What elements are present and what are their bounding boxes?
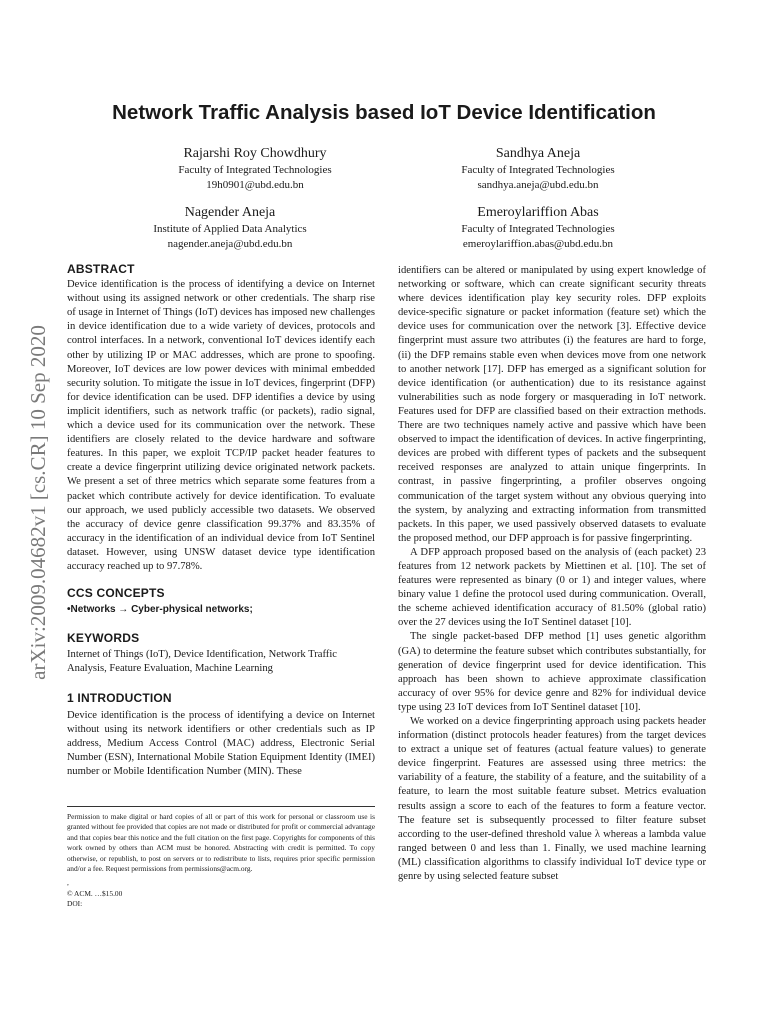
author-block-1 <box>125 144 385 193</box>
introduction-text: Device identification is the process of identifying a device on Internet without using its network identifiers or other credentials such as IP address, Medium Access Control (MAC) address, Electronic Serial Number (ESN), International Mobile Station Equipment Identity (IMEI) number or Mobile Identification Number (MIN). These <box>67 709 375 777</box>
ccs-heading: CCS CONCEPTS <box>67 586 165 601</box>
copyright-line: © ACM. …$15.00 <box>67 888 123 898</box>
author-email[interactable]: sandhya.aneja@ubd.edu.bn <box>477 179 599 191</box>
footnote-divider <box>67 806 375 807</box>
introduction-heading: 1 INTRODUCTION <box>67 690 172 705</box>
permission-notice: Permission to make digital or hard copies of all or part of this work for personal or classroom use is granted without fee provided that copies are not made or distributed for profit or commercial advantage and that copies bear this notice and the full citation on the first page. Copyrights for components of this work owned by others than ACM must be honored. Abstracting with credit is permitted. To copy otherwise, or republish, to post on servers or to redistribute to lists, requires prior specific permission and/or a fee. Request permissions from permissions@acm.org. <box>67 812 375 874</box>
author-name: Sandhya Aneja <box>495 146 581 161</box>
author-affiliation: Institute of Applied Data Analytics <box>153 223 307 235</box>
author-affiliation: Faculty of Integrated Technologies <box>461 164 615 176</box>
author-name: Rajarshi Roy Chowdhury <box>183 146 327 161</box>
permission-footnote <box>67 812 375 910</box>
author-affiliation: Faculty of Integrated Technologies <box>461 223 615 235</box>
author-block-2 <box>408 144 668 193</box>
author-email[interactable]: nagender.aneja@ubd.edu.bn <box>167 238 293 250</box>
body-paragraph: The single packet-based DFP method [1] uses genetic algorithm (GA) to determine the feature subset which contributes substantially, for generation of device fingerprint used for device identification. This approach has been shown to achieve approximate classification accuracy of over 95% for device genre and 82% for individual device type using 23 IoT devices from IoT Sentinel dataset [10]. <box>398 631 706 713</box>
author-email[interactable]: emeroylariffion.abas@ubd.edu.bn <box>462 238 614 250</box>
body-paragraph: identifiers can be altered or manipulated by using expert knowledge of networking or software, which can create significant security threats where devices identification play key security roles. DFP exploits device-specific signature or packet information (feature set) which the device uses for communication over the network [3]. Effective device fingerprint must assure two attributes (i) the features are hard to forge, (ii) the DFP remains stable even when devices move from one network to another network [17]. DFP has emerged as a significant solution for device identification (or authentication) due to its resistance against vulnerabilities such as node forgery or masquerading in IoT network. Features used for DFP are classified based on their extraction methods. There are two techniques namely active and passive which have been observed to impact the identification of devices. In active fingerprinting, devices are probed with different types of packets and the subsequent received responses are analyzed to attain unique fingerprints. In contrast, in passive fingerprinting, a profiler observes ongoing communication of the target system without any obvious querying into the system, by analyzing and extracting information from transmitted packets. In this paper, we used passively observed datasets to evaluate the proposed method, our DFP approach is for passive fingerprinting. <box>398 265 706 544</box>
paper-title: Network Traffic Analysis based IoT Device Identification <box>112 101 656 124</box>
body-paragraph: We worked on a device fingerprinting approach using packets header information (distinct protocols header features) from the target devices to extract a unique set of features (actual feature values) to generate device fingerprint. Features are assessed using three metrics: the variability of a feature, the stability of a feature, and the suitability of a feature, to learn the most suitable feature subset. Metrics evaluation results assign a score to each of the features to form a feature vector. The feature set is subsequently processed to filter feature subset according to the user-defined threshold value λ whereas a lambda value ranged between 0 and less than 1. Finally, we used machine learning (ML) classification algorithms to classify individual IoT device type or genre by using selected feature subset <box>398 716 706 883</box>
left-column <box>67 262 375 779</box>
ccs-concepts-text: •Networks → Cyber-physical networks; <box>67 604 253 616</box>
doi-line: DOI: <box>67 899 83 909</box>
abstract-heading: ABSTRACT <box>67 262 135 276</box>
author-name: Nagender Aneja <box>184 205 276 220</box>
author-email[interactable]: 19h0901@ubd.edu.bn <box>206 179 304 191</box>
keywords-text: Internet of Things (IoT), Device Identification, Network Traffic Analysis, Feature Evaluation, Machine Learning <box>67 649 337 675</box>
arxiv-identifier-text: arXiv:2009.04682v1 [cs.CR] 10 Sep 2020 <box>25 325 50 680</box>
arxiv-identifier-stamp <box>18 275 58 730</box>
keywords-heading: KEYWORDS <box>67 631 140 646</box>
footnote-dot: , <box>67 878 69 888</box>
body-paragraph: A DFP approach proposed based on the analysis of (each packet) 23 features from 12 network packets by Miettinen et al. [10]. The set of features were represented as binary (0 or 1) and integer values, where binary value 1 define the protocol used during communication. Overall, the scheme achieved identification accuracy of 81.50% (global ratio) over the 27 devices using the IoT Sentinel dataset [10]. <box>398 546 706 629</box>
author-block-4 <box>408 203 668 252</box>
author-affiliation: Faculty of Integrated Technologies <box>178 164 332 176</box>
right-column <box>398 264 706 884</box>
abstract-text: Device identification is the process of identifying a device on Internet without using its assigned network or other credentials. The sharp rise of usage in Internet of Things (IoT) devices has imposed new challenges in device identification due to a wide variety of devices, protocols and control interfaces. In a network, conventional IoT devices identify each other by utilizing IP or MAC addresses, which are prone to spoofing. Moreover, IoT devices are low power devices with minimal embedded security solution. To mitigate the issue in IoT devices, fingerprint (DFP) for device identification can be used. DFP identifies a device by using implicit identifiers, such as network traffic (or packets), radio signal, which a device used for its communication over the network. These identifiers are closely related to the device hardware and software features. In this paper, we exploit TCP/IP packet header features to create a device fingerprint utilizing device originated network packets. We present a set of three metrics which separate some features from a packet which contribute actively for device identification. To evaluate our approach, we used publicly accessible two datasets. We observed the accuracy of device genre classification 99.37% and 83.35% of accuracy in the identification of an individual device from IoT Sentinel dataset. However, using UNSW dataset device type identification accuracy reached up to 97.78%. <box>67 279 375 572</box>
author-block-3 <box>100 203 360 252</box>
author-name: Emeroylariffion Abas <box>477 205 599 220</box>
